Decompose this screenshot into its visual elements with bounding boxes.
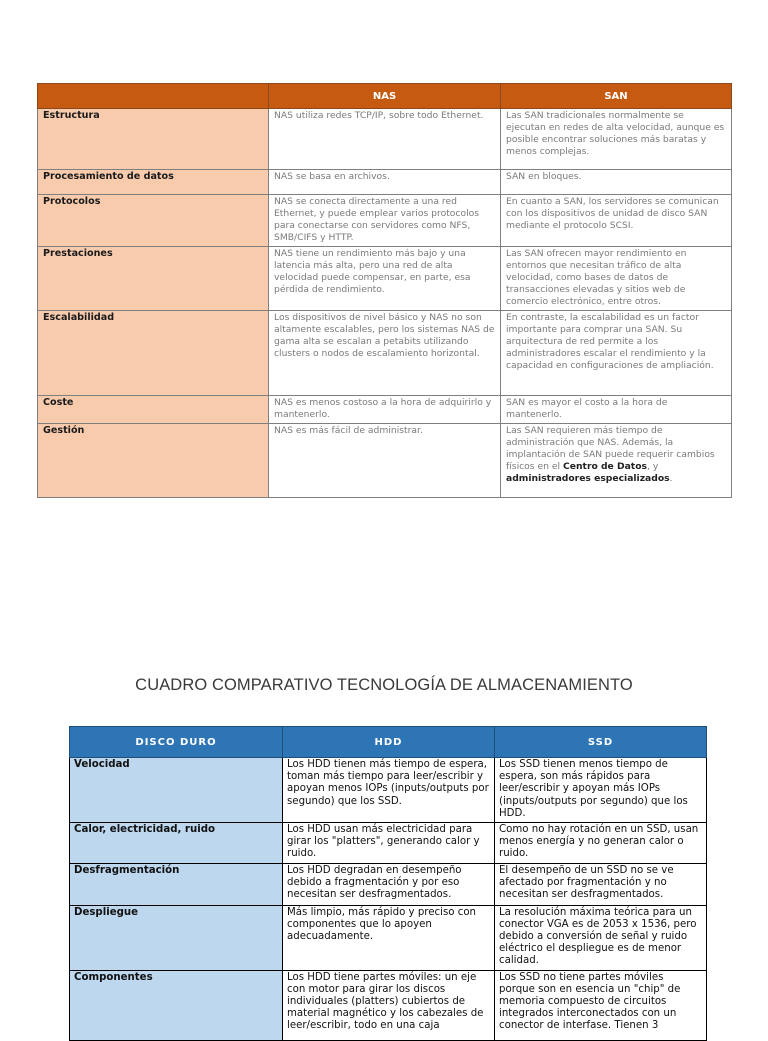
nas-cell: NAS tiene un rendimiento más bajo y una latencia más alta, pero una red de alta velocidad puede compensar, en parte, esa pérdida de rendimiento. [269, 247, 501, 311]
row-label: Calor, electricidad, ruido [70, 823, 283, 864]
nas-cell: NAS se basa en archivos. [269, 170, 501, 195]
row-label: Procesamiento de datos [38, 170, 269, 195]
table-row [38, 424, 732, 498]
row-label: Prestaciones [38, 247, 269, 311]
hdd-cell: Los HDD usan más electricidad para girar los "platters", generando calor y ruido. [283, 823, 495, 864]
hdd-cell: Más limpio, más rápido y preciso con componentes que lo apoyen adecuadamente. [283, 905, 495, 970]
table-row [38, 195, 732, 247]
san-text: . [669, 473, 673, 484]
nas-cell: NAS utiliza redes TCP/IP, sobre todo Ethernet. [269, 109, 501, 170]
table-row [70, 863, 707, 905]
table-row [38, 247, 732, 311]
san-cell: Las SAN ofrecen mayor rendimiento en entornos que necesitan tráfico de alta velocidad, como bases de datos de transacciones elevadas y sitios web de comercio electrónico, entre otros. [501, 247, 732, 311]
table-row [38, 170, 732, 195]
table-row [38, 311, 732, 396]
row-label: Desfragmentación [70, 863, 283, 905]
nas-cell: Los dispositivos de nivel básico y NAS no son altamente escalables, pero los sistemas NAS de gama alta se escalan a petabits utilizando clusters o nodos de escalamiento horizontal. [269, 311, 501, 396]
san-bold-text: administradores especializados [506, 473, 670, 484]
hdd-cell: Los HDD tiene partes móviles: un eje con motor para girar los discos individuales (platters) cubiertos de material magnético y los cabezales de leer/escribir, todo en una caja [283, 970, 495, 1040]
table-row [70, 905, 707, 970]
row-label: Estructura [38, 109, 269, 170]
row-label: Gestión [38, 424, 269, 498]
san-cell: En cuanto a SAN, los servidores se comunican con los dispositivos de unidad de disco SAN mediante el protocolo SCSI. [501, 195, 732, 247]
nas-cell: NAS es menos costoso a la hora de adquirirlo y mantenerlo. [269, 396, 501, 424]
ssd-cell: Como no hay rotación en un SSD, usan menos energía y no generan calor o ruido. [495, 823, 707, 864]
ssd-cell: El desempeño de un SSD no se ve afectado por fragmentación y no necesitan ser desfragmentados. [495, 863, 707, 905]
table-header-row [38, 84, 732, 109]
table-row [70, 823, 707, 864]
row-label: Componentes [70, 970, 283, 1040]
ssd-cell: Los SSD tienen menos tiempo de espera, son más rápidos para leer/escribir y apoyan más IOPs (inputs/outputs por segundo) que los HDD. [495, 758, 707, 823]
san-cell: SAN en bloques. [501, 170, 732, 195]
header-san: SAN [501, 84, 732, 109]
row-label: Coste [38, 396, 269, 424]
san-cell: SAN es mayor el costo a la hora de mantenerlo. [501, 396, 732, 424]
nas-cell: NAS se conecta directamente a una red Ethernet, y puede emplear varios protocolos para conectarse con servidores como NFS, SMB/CIFS y HTTP. [269, 195, 501, 247]
hdd-ssd-table [69, 726, 707, 1041]
nas-cell: NAS es más fácil de administrar. [269, 424, 501, 498]
header-blank [38, 84, 269, 109]
table-row [38, 109, 732, 170]
ssd-cell: Los SSD no tiene partes móviles porque son en esencia un "chip" de memoria compuesto de circuitos integrados interconectados con un conector de interfase. Tienen 3 [495, 970, 707, 1040]
ssd-cell: La resolución máxima teórica para un conector VGA es de 2053 x 1536, pero debido a conversión de señal y ruido eléctrico el despliegue es de menor calidad. [495, 905, 707, 970]
table-row [70, 758, 707, 823]
header-nas: NAS [269, 84, 501, 109]
header-ssd: SSD [495, 727, 707, 758]
hdd-cell: Los HDD degradan en desempeño debido a fragmentación y por eso necesitan ser desfragmentados. [283, 863, 495, 905]
table-row [70, 970, 707, 1040]
header-disco-duro: DISCO DURO [70, 727, 283, 758]
san-cell [501, 424, 732, 498]
row-label: Protocolos [38, 195, 269, 247]
san-cell: En contraste, la escalabilidad es un factor importante para comprar una SAN. Su arquitectura de red permite a los administradores escalar el rendimiento y la capacidad en configuraciones de ampliación. [501, 311, 732, 396]
san-text: , y [646, 461, 659, 472]
header-hdd: HDD [283, 727, 495, 758]
san-cell: Las SAN tradicionales normalmente se ejecutan en redes de alta velocidad, aunque es posible encontrar soluciones más baratas y menos complejas. [501, 109, 732, 170]
hdd-cell: Los HDD tienen más tiempo de espera, toman más tiempo para leer/escribir y apoyan menos IOPs (inputs/outputs por segundo) que los SSD. [283, 758, 495, 823]
section-title: CUADRO COMPARATIVO TECNOLOGÍA DE ALMACENAMIENTO [135, 676, 633, 694]
row-label: Escalabilidad [38, 311, 269, 396]
san-bold-text: Centro de Datos [563, 461, 647, 472]
nas-san-table [37, 83, 732, 498]
table-header-row [70, 727, 707, 758]
row-label: Despliegue [70, 905, 283, 970]
san-text: Las SAN requieren más tiempo de administración que NAS. Además, la implantación de SAN puede requerir cambios físicos en el [506, 425, 715, 472]
row-label: Velocidad [70, 758, 283, 823]
table-row [38, 396, 732, 424]
